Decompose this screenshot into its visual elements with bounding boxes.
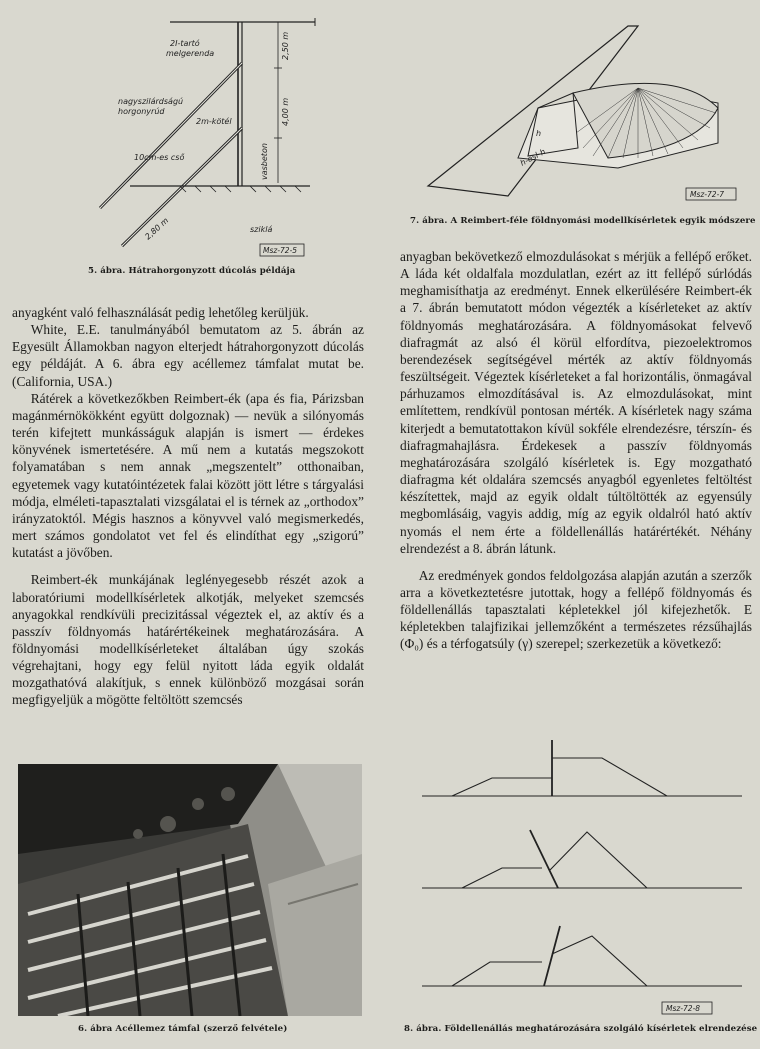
right-paragraph-2: Az eredmények gondos feldolgozása alapján azután a szerzők arra a következtetésre jutottak, hogy a fellépő földnyomás és földellenállás tapasztalati képletekkel jól kifejezhetők. E képletekben talajfizikai jellemzőként a természetes rézsűhajlás (Φ₀) és a térfogatsúly (γ) szerepel; szerkezetük a következő: (400, 567, 752, 652)
figure-7-caption: 7. ábra. A Reimbert-féle földnyomási modellkísérletek egyik módszere (410, 216, 756, 226)
label-slab: sziklá (250, 225, 273, 234)
label-dim-mid: 4,00 m (281, 97, 290, 126)
right-paragraph-1: anyagban bekövetkező elmozdulásokat s mérjük a fellépő erőket. A láda két oldalfala mozdulatlan, ezért az itt fellépő súrlódás meghamisíthatja az eredményt. Ennek elkerülésére Reimbert-ék a 7. ábrán bemutatott módon végezték a kísérleteket az aktív földnyomás meghatározására. A földnyomásokat felvevő diafragmát az alsó él körül elfordítva, piezoelektromos berendezések segítségével mérték az aktív földnyomás feszültségeit. Végeztek kísérleteket a fal horizontális, önmagával párhuzamos elmozdításával is. Az elmozdulásokat, mint említettem, rendkívül pontosan mérték. A kísérletek nagy száma kiterjedt a bemutatottakon kívül sokféle elrendezésre, térszín- és diafragmahajlásra. Érdekesek a passzív földnyomás meghatározására szolgáló kísérletek is. Egy mozgatható diafragma két oldalára szemcsés anyagból egyenletes feltöltést készítettek, majd az egyik oldalt túltöltötték az egyensúly megbomlásáig, vagyis addig, míg az egyik oldalról ható aktív nyomás el nem érte a földellenállás határértékét. Néhány elrendezést a 8. ábrán látunk. (400, 249, 752, 556)
right-column (400, 248, 752, 653)
left-column (12, 304, 364, 709)
figure-8-caption: 8. ábra. Földellenállás meghatározására szolgáló kísérletek elrendezése (404, 1024, 758, 1034)
figure-7-tag: Msz-72-7 (690, 190, 725, 199)
figure-8-tag: Msz-72-8 (666, 1004, 701, 1013)
left-paragraph-1: anyagként való felhasználását pedig lehetőleg kerüljük. (12, 305, 309, 320)
figure-7-h2: h-esl-h (518, 147, 547, 168)
label-i-beam: 2I-tartó (170, 39, 200, 48)
label-timber: 10cm-es cső (134, 153, 185, 162)
label-anchor-1: nagyszilárdságú (118, 97, 184, 106)
figure-7-drawing (418, 8, 748, 208)
label-wall: vasbeton (260, 143, 269, 180)
label-cable: 2m-kötél (196, 117, 232, 126)
figure-5-caption: 5. ábra. Hátrahorgonyzott dúcolás példája (88, 266, 296, 276)
label-dim-bottom: 2,80 m (143, 215, 171, 242)
figure-7-h: h (536, 129, 542, 138)
figure-8-drawing (412, 736, 752, 1018)
figure-6-caption: 6. ábra Acéllemez támfal (szerző felvétele) (78, 1024, 288, 1034)
label-i-beam-2: melgerenda (166, 49, 215, 58)
left-paragraph-4: Reimbert-ék munkájának leglényegesebb részét azok a laboratóriumi modellkísérletek alkotják, melyeket szemcsés anyagokkal rendkívüli precizitással végeztek el, az aktív és a passzív földnyomás határértékeinek meghatározására. A földnyomási modellkísérleteket általában úgy szokás végrehajtani, hogy egy felül nyitott láda egyik oldalát mozgathatóvá alakítjuk, s ennek különböző mozgásai során megfigyeljük a mögötte feltöltött szemcsés (12, 572, 364, 708)
figure-6-photo (18, 764, 362, 1016)
figure-5-drawing (60, 8, 330, 260)
label-anchor-2: horgonyrúd (118, 107, 165, 116)
figure-5-tag: Msz-72-5 (263, 246, 298, 255)
left-paragraph-3: Rátérek a következőkben Reimbert-ék (apa és fia, Párizsban magánmérnökökként együtt dolgoznak) — nevük a silónyomás terén kifejtett munkásságuk alapján is ismert — érdekes könyvének ismertetésére. A mű nem a kutatás megszokott folyamatában s nem annak „megszentelt” otthonaiban, egyetemek vagy kutatóintézetek falai között jött létre s tárgyalási módja, elméleti-tapasztalati vizsgálatai el is térnek az „orthodox” irányzatoktól. Mégis hasznos a könyvvel való megismerkedés, mert számos gondolatot vet fel és elindíthat egy „szigorú” kutatást a jövőben. (12, 390, 364, 561)
left-paragraph-2: White, E.E. tanulmányából bemutatom az 5. ábrán az Egyesült Államokban nagyon elterjedt hátrahorgonyzott dúcolás egy példáját. A 6. ábra egy acéllemez támfalat mutat be. (California, USA.) (12, 322, 364, 389)
label-dim-top: 2,50 m (281, 31, 290, 60)
